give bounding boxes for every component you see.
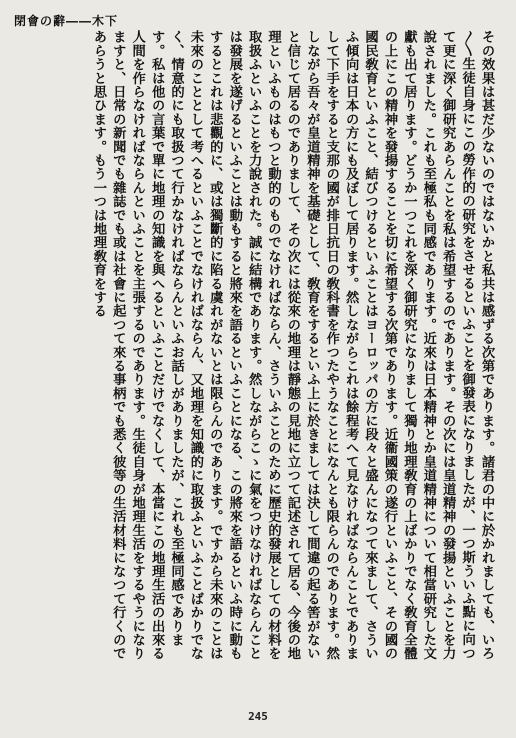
body-paragraph: その效果は甚だ少ないのではないかと私共は感ずる次第であります。諸君の中に於かれましても、いろ〳〵生徒自身にこの勞作的の研究をさせるといふことを御發表になりましたが、一つ斯ういふ點に向つて更に深く御研究あらんことを私は希望するのであります。その次には皇道精神の發揚といふことを力說されました。これも至極私も同感であります。近來は日本精神とか皇道精神について相當研究した文獻も出て居ります。どうか一つこれを深く御研究になりまして獨り地理敎育の上ばかりでなく敎育全體の上にこの精神を發揚することを切に希望する次第であります。近衞國策の遂行といふこと、その國の國民敎育といふこと、結びつけるといふことはヨーロッパの方に段々と盛んになつて來まして、さういふ傾向は日本の方にも及ぼして居ります。然しながらこれは餘程考へて見なければならんことでありまして下手をすると支那の國が排日抗日の敎科書を作つたやうなことになんとも限らんのであります。然しながら吾々が皇道精神を基礎として、敎育をするといふ上に於きましては決して間違の起る筈がないと信じて居るのでありまして、その次には從來の地理は靜態の見地に立つて記述されて居る、今後の地理といふものはもつと動的のものでなければならん、さういふことのために歷史的發展としての材料を取扱ふといふことを力說された。誠に結構であります。然しながらこゝに氣をつけなければならんことは發展を遂げるといふことは動もすると將來を語るといふことになる、この將來を語るといふ時に動もするとこれは悲觀的に、或は獨斷的に陷る虞れがないとは限らんのであります。ですから未來のことは未來のこととして考へるといふことでなければならん、又地理を知識的に取扱ふといふことばかりでなく、情意的にも取扱つて行かなければならんといふお話しがありましたが、これも至極同感であります。私は他の言葉で單に地理の知識を與へるといふことだけでなくして、本當にこの地理生活の出來る人間を作らなければならんといふことを主張するのであります。生徒自身が地理生活をするやうになりますと、日常の新聞でも雜誌でも或は社會に起つて來る事柄でも悉く彼等の生活材料になつて行くのであらうと思ひます。もう一つは地理敎育をする: [90, 30, 494, 661]
running-head: 閉會の辭――木下: [14, 14, 119, 28]
body-text-block: [16, 30, 496, 670]
page-number: 245: [248, 710, 268, 723]
